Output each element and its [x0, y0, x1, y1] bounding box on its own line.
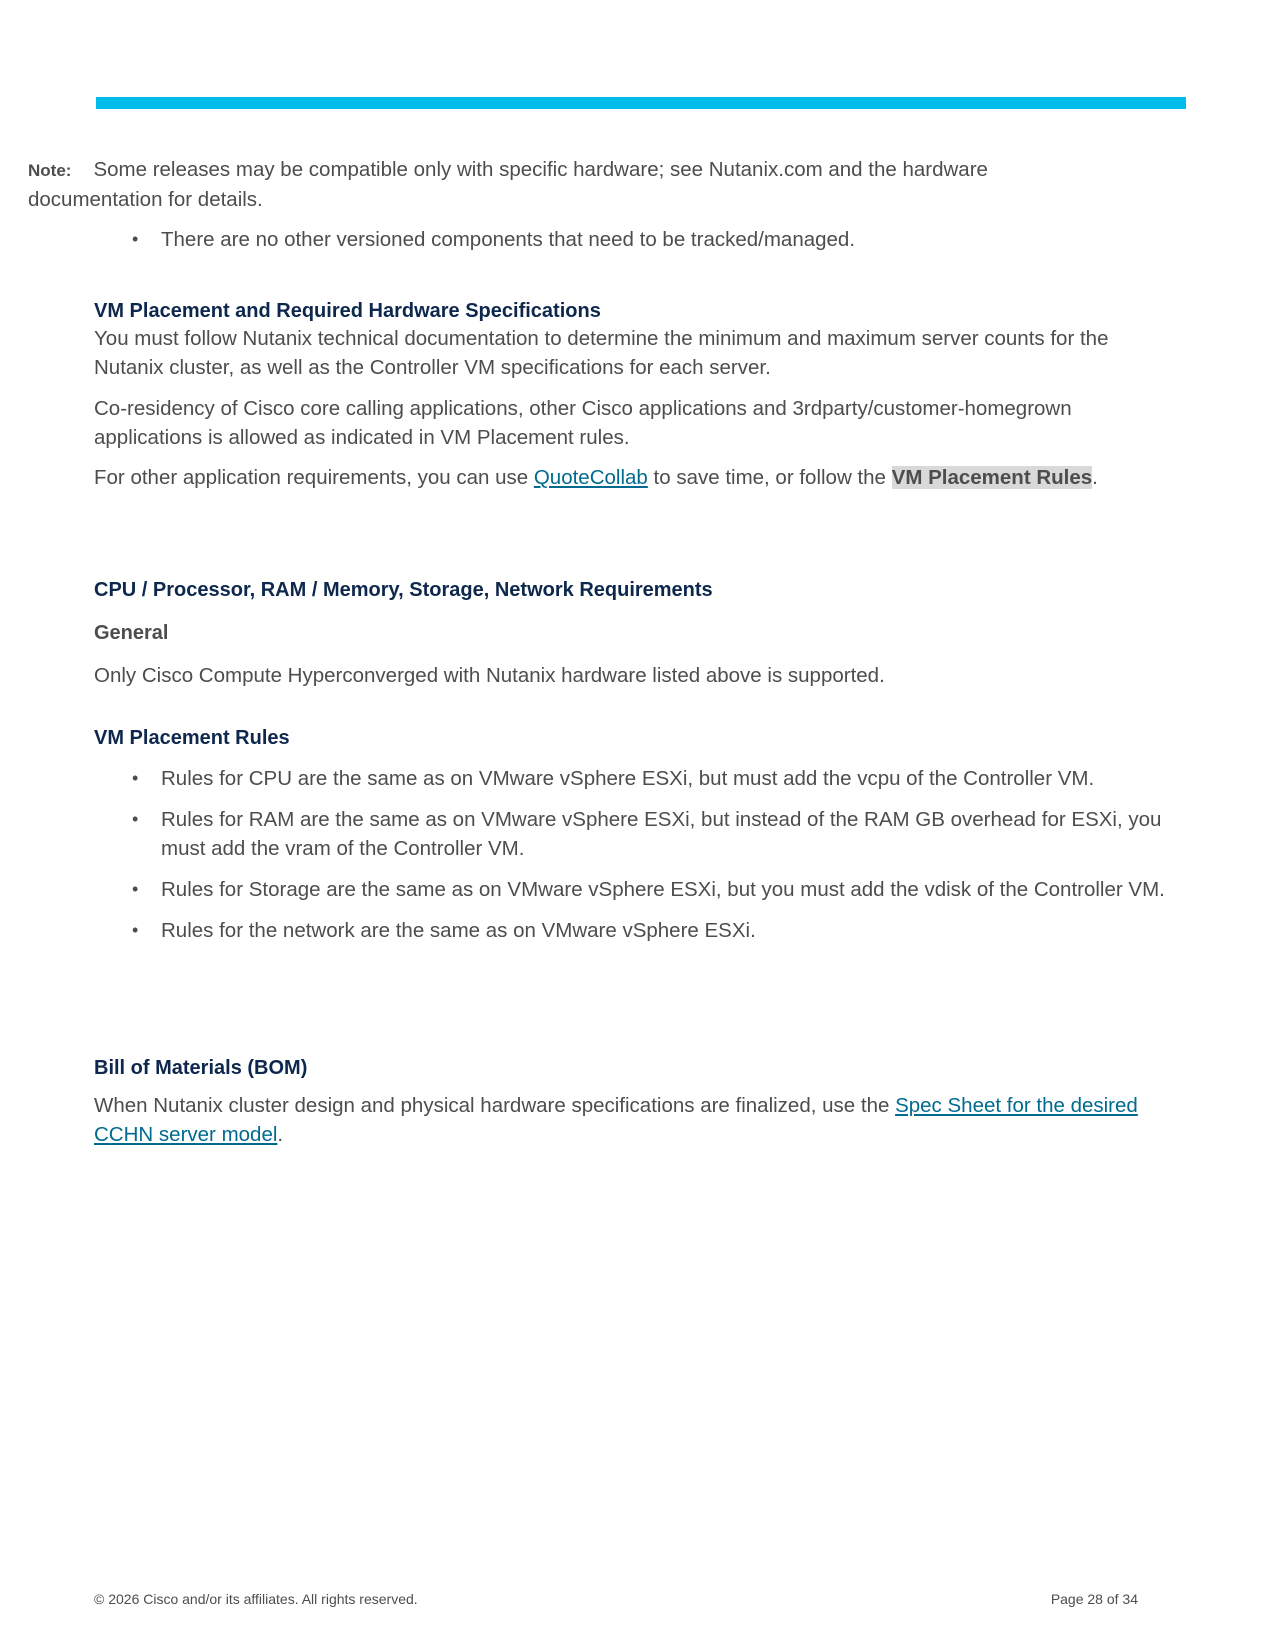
list-item-text: Rules for RAM are the same as on VMware vSphere ESXi, but instead of the RAM GB overhead for ESXi, you must add the vram of the Controller VM.	[161, 808, 1162, 860]
header-accent-bar	[96, 97, 1186, 109]
list-item-text: Rules for Storage are the same as on VMware vSphere ESXi, but you must add the vdisk of the Controller VM.	[161, 878, 1165, 901]
list-item-text: Rules for the network are the same as on VMware vSphere ESXi.	[161, 919, 756, 942]
vm-placement-paragraph-2: Co-residency of Cisco core calling applications, other Cisco applications and 3rdparty/customer-homegrown applications is allowed as indicated in VM Placement rules.	[94, 397, 1072, 449]
note-block	[28, 155, 1028, 214]
bullet-icon: •	[132, 768, 139, 788]
bullet-icon: •	[132, 920, 139, 940]
vm-placement-rules-reference: VM Placement Rules	[891, 466, 1093, 489]
section-heading-requirements: CPU / Processor, RAM / Memory, Storage, Network Requirements	[94, 579, 713, 601]
top-bullet-list	[94, 225, 1144, 254]
note-label: Note:	[28, 161, 72, 180]
section-heading-vm-placement-hardware: VM Placement and Required Hardware Specifications	[94, 300, 601, 322]
footer-page-number: Page 28 of 34	[1050, 1591, 1138, 1607]
rules-list	[94, 764, 1174, 945]
vm-placement-paragraph-3	[94, 463, 1144, 492]
bom-text-after: .	[277, 1123, 284, 1146]
list-item	[94, 805, 1174, 863]
bom-paragraph	[94, 1091, 1144, 1149]
bullet-icon: •	[132, 809, 139, 829]
subheading-general: General	[94, 622, 169, 644]
spec-sheet-link[interactable]: Spec Sheet for the desired CCHN server model	[94, 1094, 1138, 1146]
list-item	[94, 875, 1174, 904]
list-item-text: Rules for CPU are the same as on VMware vSphere ESXi, but must add the vcpu of the Controller VM.	[161, 767, 1095, 790]
list-item-text: There are no other versioned components that need to be tracked/managed.	[161, 228, 856, 251]
requirements-paragraph: Only Cisco Compute Hyperconverged with Nutanix hardware listed above is supported.	[94, 664, 885, 687]
bullet-icon: •	[132, 229, 139, 249]
note-text: Some releases may be compatible only with specific hardware; see Nutanix.com and the hardware documentation for details.	[28, 158, 988, 211]
list-item	[94, 225, 1144, 254]
quotecollab-link[interactable]: QuoteCollab	[533, 466, 648, 489]
list-item	[94, 916, 1174, 945]
vm-placement-paragraph-1: You must follow Nutanix technical documentation to determine the minimum and maximum server counts for the Nutanix cluster, as well as the Controller VM specifications for each server.	[94, 327, 1109, 379]
p3-text-before: For other application requirements, you can use	[94, 466, 534, 489]
footer-copyright: © 2026 Cisco and/or its affiliates. All rights reserved.	[94, 1591, 418, 1607]
bullet-icon: •	[132, 879, 139, 899]
p3-text-middle: to save time, or follow the	[647, 466, 892, 489]
section-heading-bom: Bill of Materials (BOM)	[94, 1057, 308, 1079]
list-item	[94, 764, 1174, 793]
bom-text-before: When Nutanix cluster design and physical hardware specifications are finalized, use the	[94, 1094, 896, 1117]
p3-text-after: .	[1092, 466, 1098, 489]
section-heading-vm-placement-rules: VM Placement Rules	[94, 727, 290, 749]
